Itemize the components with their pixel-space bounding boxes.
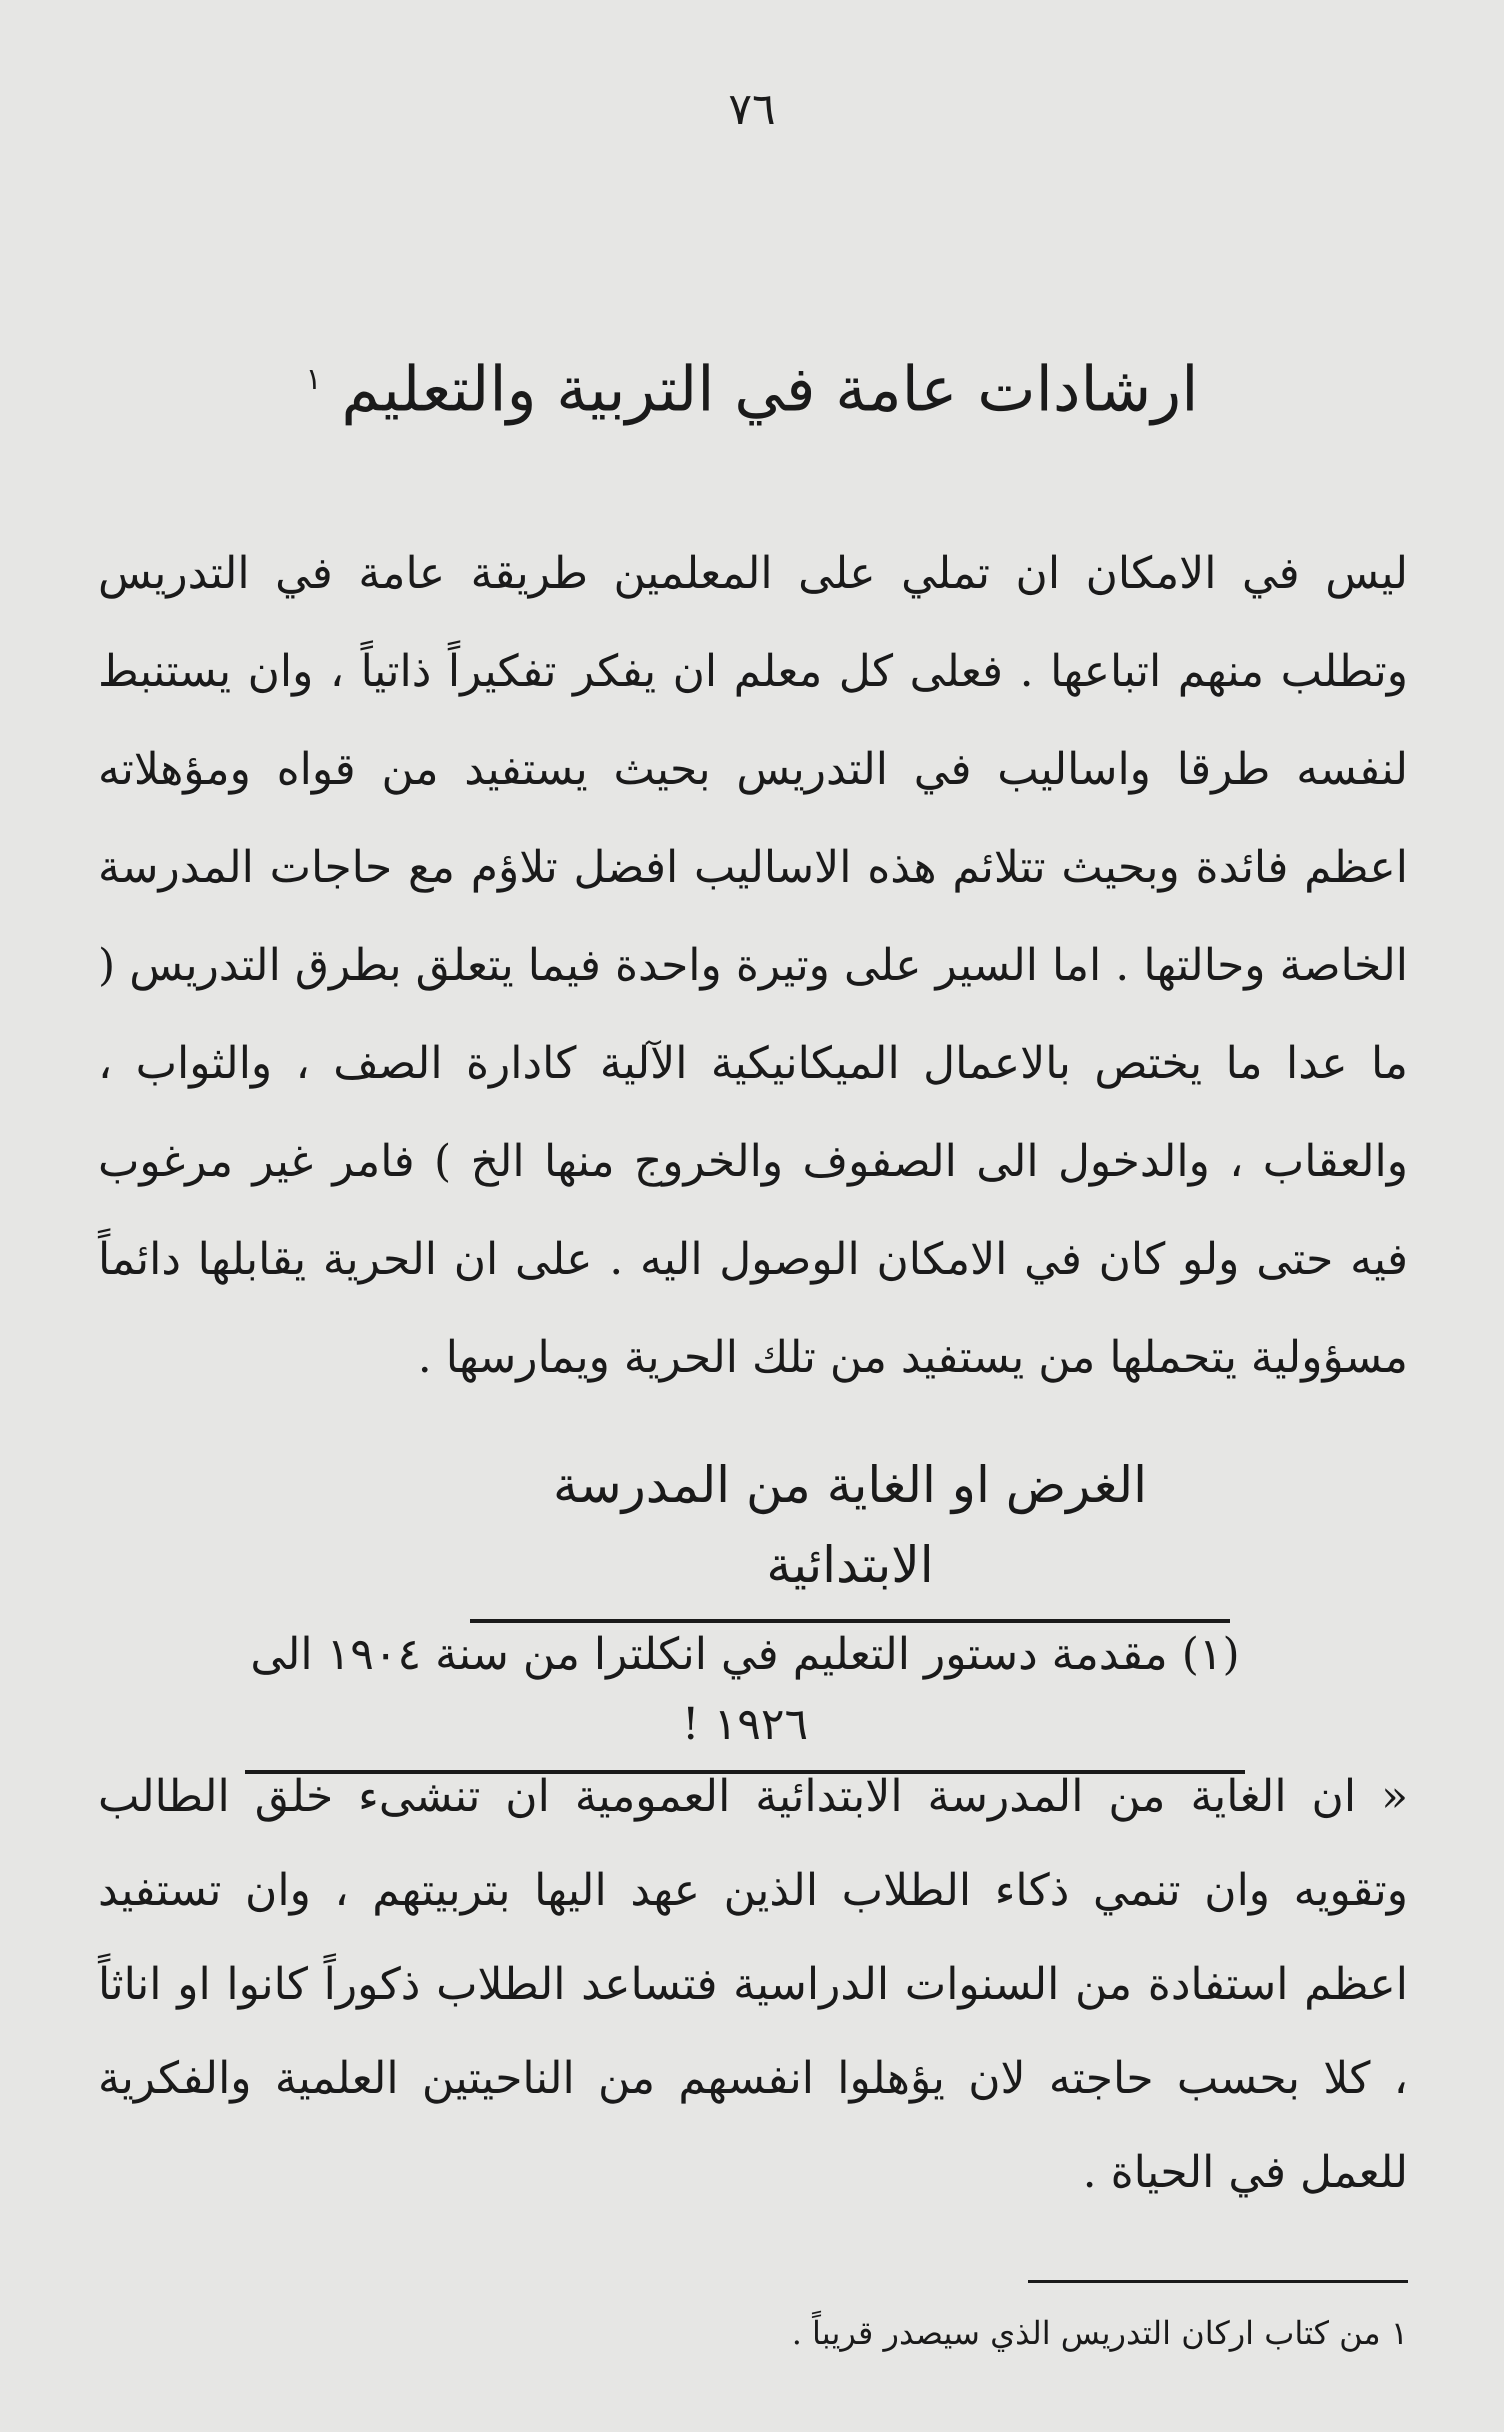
footnote-divider — [1028, 2280, 1408, 2283]
page-number: ٧٦ — [728, 84, 776, 135]
page-title — [0, 335, 1504, 435]
page-title-text: ارشادات عامة في التربية والتعليم — [341, 352, 1199, 426]
title-footnote-marker: ١ — [305, 362, 322, 397]
quote-paragraph: « ان الغاية من المدرسة الابتدائية العمومية ان تنشىء خلق الطالب وتقويه وان تنمي ذكاء الطلاب الذين عهد اليها بتربيتهم ، وان تستفيد اعظم استفادة من السنوات الدراسية فتساعد الطلاب ذكوراً كانوا او اناثاً ، كلا بحسب حاجته لان يؤهلوا انفسهم من الناحيتين العلمية والفكرية للعمل في الحياة . — [98, 1771, 1408, 2198]
intro-paragraph: ليس في الامكان ان تملي على المعلمين طريقة عامة في التدريس وتطلب منهم اتباعها . فعلى كل معلم ان يفكر تفكيراً ذاتياً ، وان يستنبط لنفسه طرقا واساليب في التدريس بحيث يستفيد من قواه ومؤهلاته اعظم فائدة وبحيث تتلائم هذه الاساليب افضل تلاؤم مع حاجات المدرسة الخاصة وحالتها . اما السير على وتيرة واحدة فيما يتعلق بطرق التدريس ( ما عدا ما يختص بالاعمال الميكانيكية الآلية كادارة الصف ، والثواب ، والعقاب ، والدخول الى الصفوف والخروج منها الخ ) فامر غير مرغوب فيه حتى ولو كان في الامكان الوصول اليه . على ان الحرية يقابلها دائماً مسؤولية يتحملها من يستفيد من تلك الحرية ويمارسها . — [98, 548, 1408, 1383]
footnote: ١ من كتاب اركان التدريس الذي سيصدر قريباً . — [791, 2314, 1408, 2352]
sub-heading: (١) مقدمة دستور التعليم في انكلترا من سنة ١٩٠٤ الى ١٩٢٦ ! — [245, 1620, 1245, 1774]
section-heading: الغرض او الغاية من المدرسة الابتدائية — [470, 1445, 1230, 1623]
